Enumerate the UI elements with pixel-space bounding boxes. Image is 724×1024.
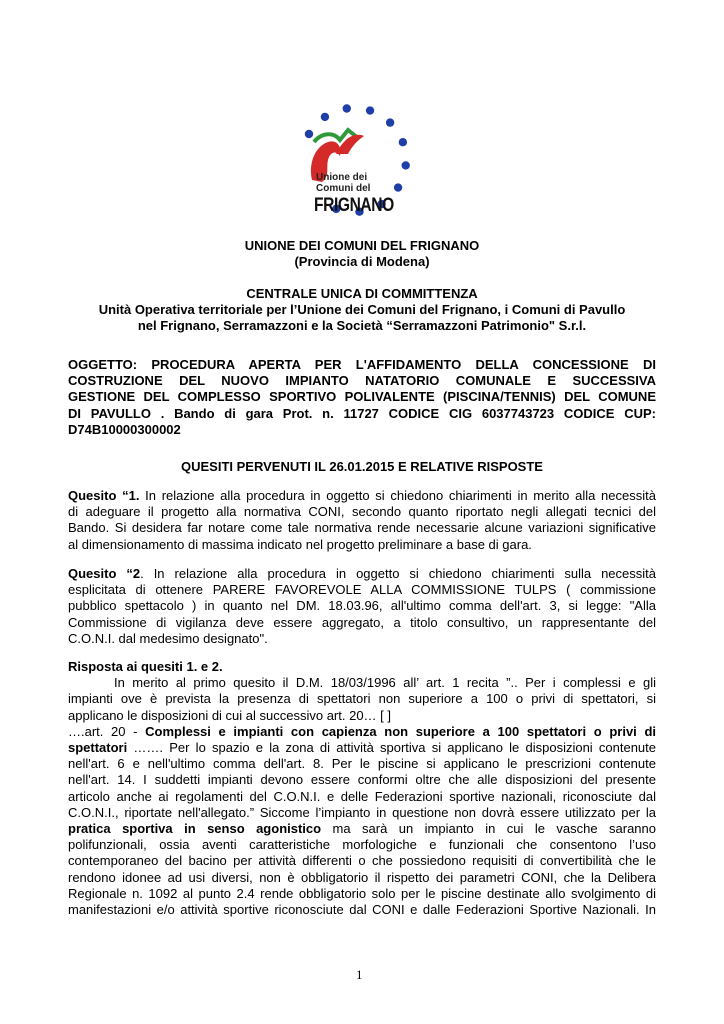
- risposta-title: Risposta ai quesiti 1. e 2.: [68, 659, 223, 674]
- quesito-2-line-1: . In relazione alla procedura in oggetto si chiedono chiarimenti sulla necessità: [140, 566, 656, 581]
- quesito-1-label: Quesito “1.: [68, 488, 140, 503]
- quesito-2-line-3: pubblico spettacolo ) in quanto nel DM. 18.03.96, all'ultimo comma dell'art. 3, si legge: "Alla: [68, 598, 656, 614]
- oggetto-line-5: D74B10000300002: [68, 421, 181, 437]
- quesito-2-line-4: Commissione di vigilanza deve essere aggregato, a titolo consultivo, un rappresentante del: [68, 614, 656, 630]
- logo-line-3: FRIGNANO: [314, 195, 394, 216]
- risposta: [68, 659, 656, 918]
- risposta-line-12: contemporaneo del bacino per attività differenti o che possiedono requisiti di convertibilità che le: [68, 853, 656, 869]
- quesiti-title: [68, 459, 656, 475]
- logo-line-1: Unione dei: [316, 172, 368, 183]
- risposta-line-11: polifunzionali, ossia aventi caratteristiche morfologiche e funzionali che consentono l’uso: [68, 837, 656, 853]
- risposta-line-14: Regionale n. 1092 al punto 2.4 rende obbligatorio solo per le piscine destinate allo svolgimento di: [68, 885, 656, 901]
- risposta-line-1: In merito al primo quesito il D.M. 18/03/1996 all’ art. 1 recita ”.. Per i complessi e gli: [114, 675, 656, 691]
- header-centrale: [68, 286, 656, 334]
- header-line-2: (Provincia di Modena): [294, 254, 430, 269]
- risposta-line-5a: spettatori: [68, 740, 128, 756]
- header-org: [68, 238, 656, 270]
- risposta-line-7: nell'art. 14. I suddetti impianti devono essere conformi oltre che alle disposizioni del presente: [68, 772, 656, 788]
- risposta-line-3: applicano le disposizioni di cui al successivo art. 20… [ ]: [68, 707, 391, 723]
- oggetto-line-1: OGGETTO: PROCEDURA APERTA PER L'AFFIDAMENTO DELLA CONCESSIONE DI: [68, 357, 656, 372]
- page-number: 1: [356, 967, 363, 982]
- risposta-line-8: articolo anche ai regolamenti del C.O.N.I. e delle Federazioni sportive nazionali, riconosciute dal: [68, 788, 656, 804]
- logo-dot: [394, 183, 402, 191]
- oggetto-line-3: GESTIONE DEL COMPLESSO SPORTIVO POLIVALENTE (PISCINA/TENNIS) DEL COMUNE: [68, 389, 656, 405]
- quesito-1-line-3: Bando. Si desidera far notare come tale normativa rende necessarie alcune variazioni significative: [68, 520, 656, 536]
- risposta-line-4a: ….art. 20 -: [68, 723, 146, 739]
- risposta-line-4b: Complessi e impianti con capienza non superiore a 100 spettatori o privi di: [145, 723, 656, 739]
- logo-dot: [366, 106, 374, 114]
- logo-line-2: Comuni del: [316, 183, 371, 194]
- quesito-2-line-5: C.O.N.I. dal medesimo designato".: [68, 630, 268, 646]
- risposta-line-15: manifestazioni e/o attività sportive riconosciute dal CONI e dalle Federazioni Sportive Nazionali. In: [68, 902, 656, 918]
- header-line-1: UNIONE DEI COMUNI DEL FRIGNANO: [244, 238, 480, 253]
- quesiti-title-text: QUESITI PERVENUTI IL 26.01.2015 E RELATIVE RISPOSTE: [181, 459, 543, 474]
- logo-dot: [386, 118, 394, 126]
- header-line-3: CENTRALE UNICA DI COMMITTENZA: [246, 286, 478, 301]
- quesito-2-label: Quesito “2: [68, 566, 141, 581]
- header-line-5: nel Frignano, Serramazzoni e la Società “Serramazzoni Patrimonio" S.r.l.: [137, 318, 587, 333]
- risposta-line-10a: pratica sportiva in senso agonistico: [68, 821, 322, 837]
- risposta-line-5b: ……. Per lo spazio e la zona di attività sportiva si applicano le disposizioni contenute: [127, 740, 656, 756]
- quesito-2-line-2: esplicitata di ottenere PARERE FAVOREVOLE ALLA COMMISSIONE TULPS ( commissione: [68, 582, 656, 598]
- quesito-1: [68, 488, 656, 553]
- quesito-1-line-1: In relazione alla procedura in oggetto si chiedono chiarimenti in merito alla necessità: [139, 488, 656, 503]
- oggetto-block: [68, 357, 656, 438]
- logo-dot: [399, 138, 407, 146]
- risposta-line-10b: ma sarà un impianto in cui le vasche saranno: [321, 821, 657, 837]
- oggetto-line-2: COSTRUZIONE DEL NUOVO IMPIANTO NATATORIO COMUNALE E SUCCESSIVA: [68, 373, 656, 389]
- quesito-2: [68, 566, 656, 647]
- risposta-line-2: impianti ove è prevista la presenza di spettatori non superiore a 100 o privi di spettatori, si: [68, 691, 656, 707]
- logo-dot: [305, 130, 313, 138]
- quesito-1-line-4: al dimensionamento di massima indicato nel progetto preliminare a base di gara.: [68, 536, 532, 552]
- header-line-4: Unità Operativa territoriale per l’Unione dei Comuni del Frignano, i Comuni di Pavullo: [98, 302, 626, 317]
- logo-dot: [321, 113, 329, 121]
- risposta-line-6: nell'art. 6 e nell'ultimo comma dell'art. 8. Per le piscine si applicano le prescrizioni contenute: [68, 756, 656, 772]
- quesito-1-line-2: di adeguare il progetto alla normativa CONI, secondo quanto riportato negli allegati tecnici del: [68, 504, 656, 520]
- risposta-line-13: rendono idonee ad usi diversi, non è obbligatorio il rispetto dei parametri CONI, che la Delibera: [68, 869, 656, 885]
- frignano-logo: [292, 102, 412, 222]
- oggetto-line-4: DI PAVULLO . Bando di gara Prot. n. 11727 CODICE CIG 6037743723 CODICE CUP:: [68, 405, 656, 421]
- risposta-line-9: C.O.N.I., riportate nell'allegato.” Siccome l’impianto in questione non dovrà essere utilizzato per la: [68, 804, 656, 820]
- logo-dot: [402, 161, 410, 169]
- logo-dot: [343, 104, 351, 112]
